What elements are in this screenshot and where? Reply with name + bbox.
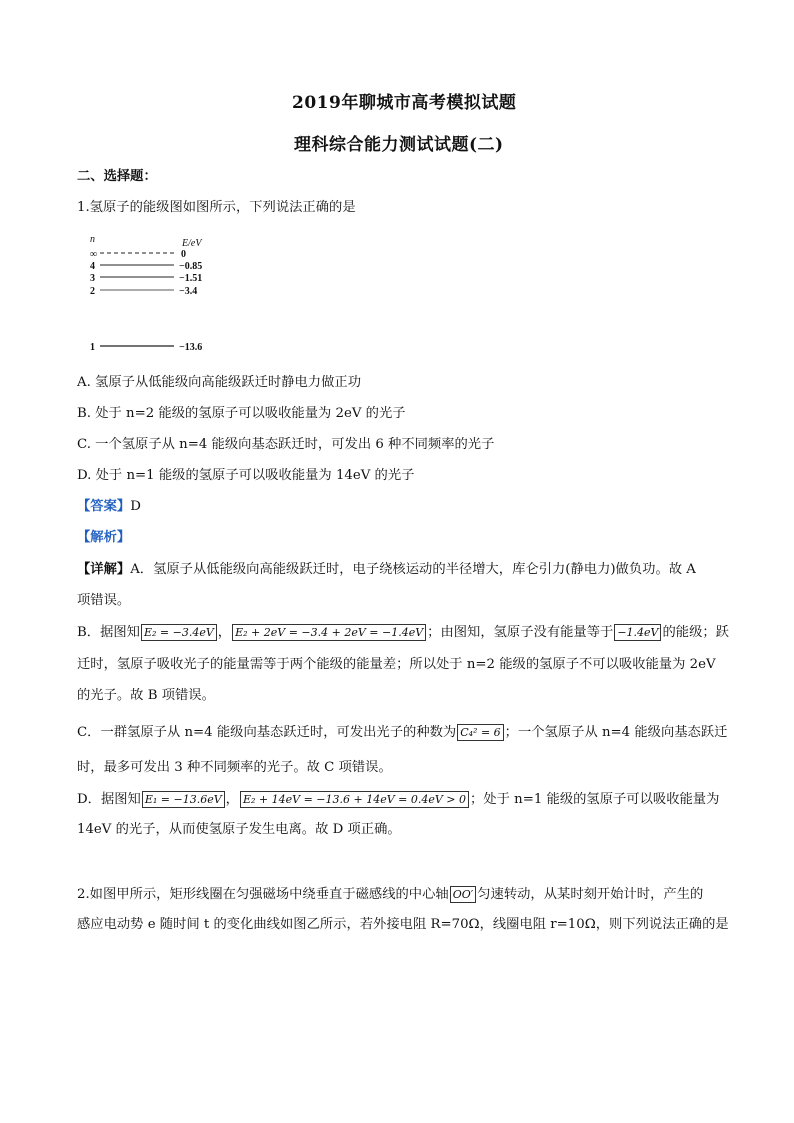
level-2-e: −3.4 [179, 286, 198, 297]
detail-b-comma: ， [217, 625, 232, 640]
formula-e2-plus-2ev: E₂ + 2eV = −3.4 + 2eV = −1.4eV [232, 624, 426, 641]
formula-e2-plus-14ev: E₂ + 14eV = −13.6 + 14eV = 0.4eV > 0 [240, 791, 469, 808]
level-inf-e: 0 [181, 249, 186, 260]
detail-d-line-1 [77, 791, 719, 808]
answer-value: D [130, 499, 141, 514]
answer-line [77, 500, 141, 513]
option-d: D. 处于 n=1 能级的氢原子可以吸收能量为 14eV 的光子 [77, 468, 415, 483]
formula-e2: E₂ = −3.4eV [141, 624, 217, 641]
detail-d-line-2: 14eV 的光子，从而使氢原子发生电离。故 D 项正确。 [77, 822, 401, 837]
option-a: A. 氢原子从低能级向高能级跃迁时静电力做正功 [77, 375, 361, 390]
formula-e1: E₁ = −13.6eV [142, 791, 225, 808]
formula-c42: C₄² = 6 [457, 724, 503, 741]
page-title: 2019年聊城市高考模拟试题 [292, 93, 517, 113]
option-b: B. 处于 n=2 能级的氢原子可以吸收能量为 2eV 的光子 [77, 406, 406, 421]
detail-c-prefix: C．一群氢原子从 n=4 能级向基态跃迁时，可发出光子的种数为 [77, 725, 457, 740]
level-4-e: −0.85 [179, 261, 203, 272]
question-2-line-2: 感应电动势 e 随时间 t 的变化曲线如图乙所示，若外接电阻 R=70Ω，线圈电阻 r=10Ω，则下列说法正确的是 [77, 917, 729, 932]
detail-c-line-2: 时，最多可发出 3 种不同频率的光子。故 C 项错误。 [77, 760, 392, 775]
level-1-e: −13.6 [179, 342, 203, 353]
detail-b-line-2: 迁时，氢原子吸收光子的能量需等于两个能级的能量差；所以处于 n=2 能级的氢原子不可以吸收能量为 2eV [77, 657, 716, 672]
detail-b-line-1 [77, 624, 729, 641]
question-2-line-1 [77, 886, 703, 903]
level-3-e: −1.51 [179, 273, 203, 284]
detail-c-tail: ；一个氢原子从 n=4 能级向基态跃迁 [504, 725, 728, 740]
page-subtitle: 理科综合能力测试试题(二) [294, 135, 504, 155]
answer-tag: 【答案】 [77, 499, 131, 514]
q2-tail: 匀速转动，从某时刻开始计时，产生的 [477, 887, 704, 902]
detail-d-tail: ；处于 n=1 能级的氢原子可以吸收能量为 [470, 792, 720, 807]
formula-minus-1-4ev: −1.4eV [614, 624, 661, 641]
level-4-n: 4 [90, 261, 95, 272]
level-2-n: 2 [90, 286, 95, 297]
detail-d-comma: ， [225, 792, 239, 807]
diagram-e-header: E/eV [182, 238, 202, 249]
detail-b-line-3: 的光子。故 B 项错误。 [77, 688, 215, 703]
detail-tag: 【详解】 [77, 562, 131, 577]
diagram-n-header: n [90, 234, 95, 245]
q2-prefix: 2.如图甲所示，矩形线圈在匀强磁场中绕垂直于磁感线的中心轴 [77, 887, 449, 902]
detail-a-line-1 [77, 563, 696, 576]
level-1-n: 1 [90, 342, 95, 353]
section-heading: 二、选择题： [77, 169, 157, 184]
analysis-tag: 【解析】 [77, 530, 131, 545]
detail-b-mid: ；由图知，氢原子没有能量等于 [427, 625, 614, 640]
detail-b-prefix: B．据图知 [77, 625, 140, 640]
option-c: C. 一个氢原子从 n=4 能级向基态跃迁时，可发出 6 种不同频率的光子 [77, 437, 495, 452]
detail-b-tail: 的能级；跃 [662, 625, 729, 640]
question-1-stem: 1.氢原子的能级图如图所示，下列说法正确的是 [77, 200, 356, 215]
level-inf-n: ∞ [90, 249, 98, 260]
detail-a-text: A．氢原子从低能级向高能级跃迁时，电子绕核运动的半径增大，库仑引力(静电力)做负功。故 A [130, 562, 696, 577]
level-3-n: 3 [90, 273, 95, 284]
formula-oo-axis: OO′ [450, 886, 477, 903]
energy-level-svg [88, 233, 228, 363]
detail-c-line-1 [77, 724, 727, 741]
detail-d-prefix: D．据图知 [77, 792, 141, 807]
detail-a-line-2: 项错误。 [77, 593, 131, 608]
energy-level-diagram [88, 233, 228, 363]
